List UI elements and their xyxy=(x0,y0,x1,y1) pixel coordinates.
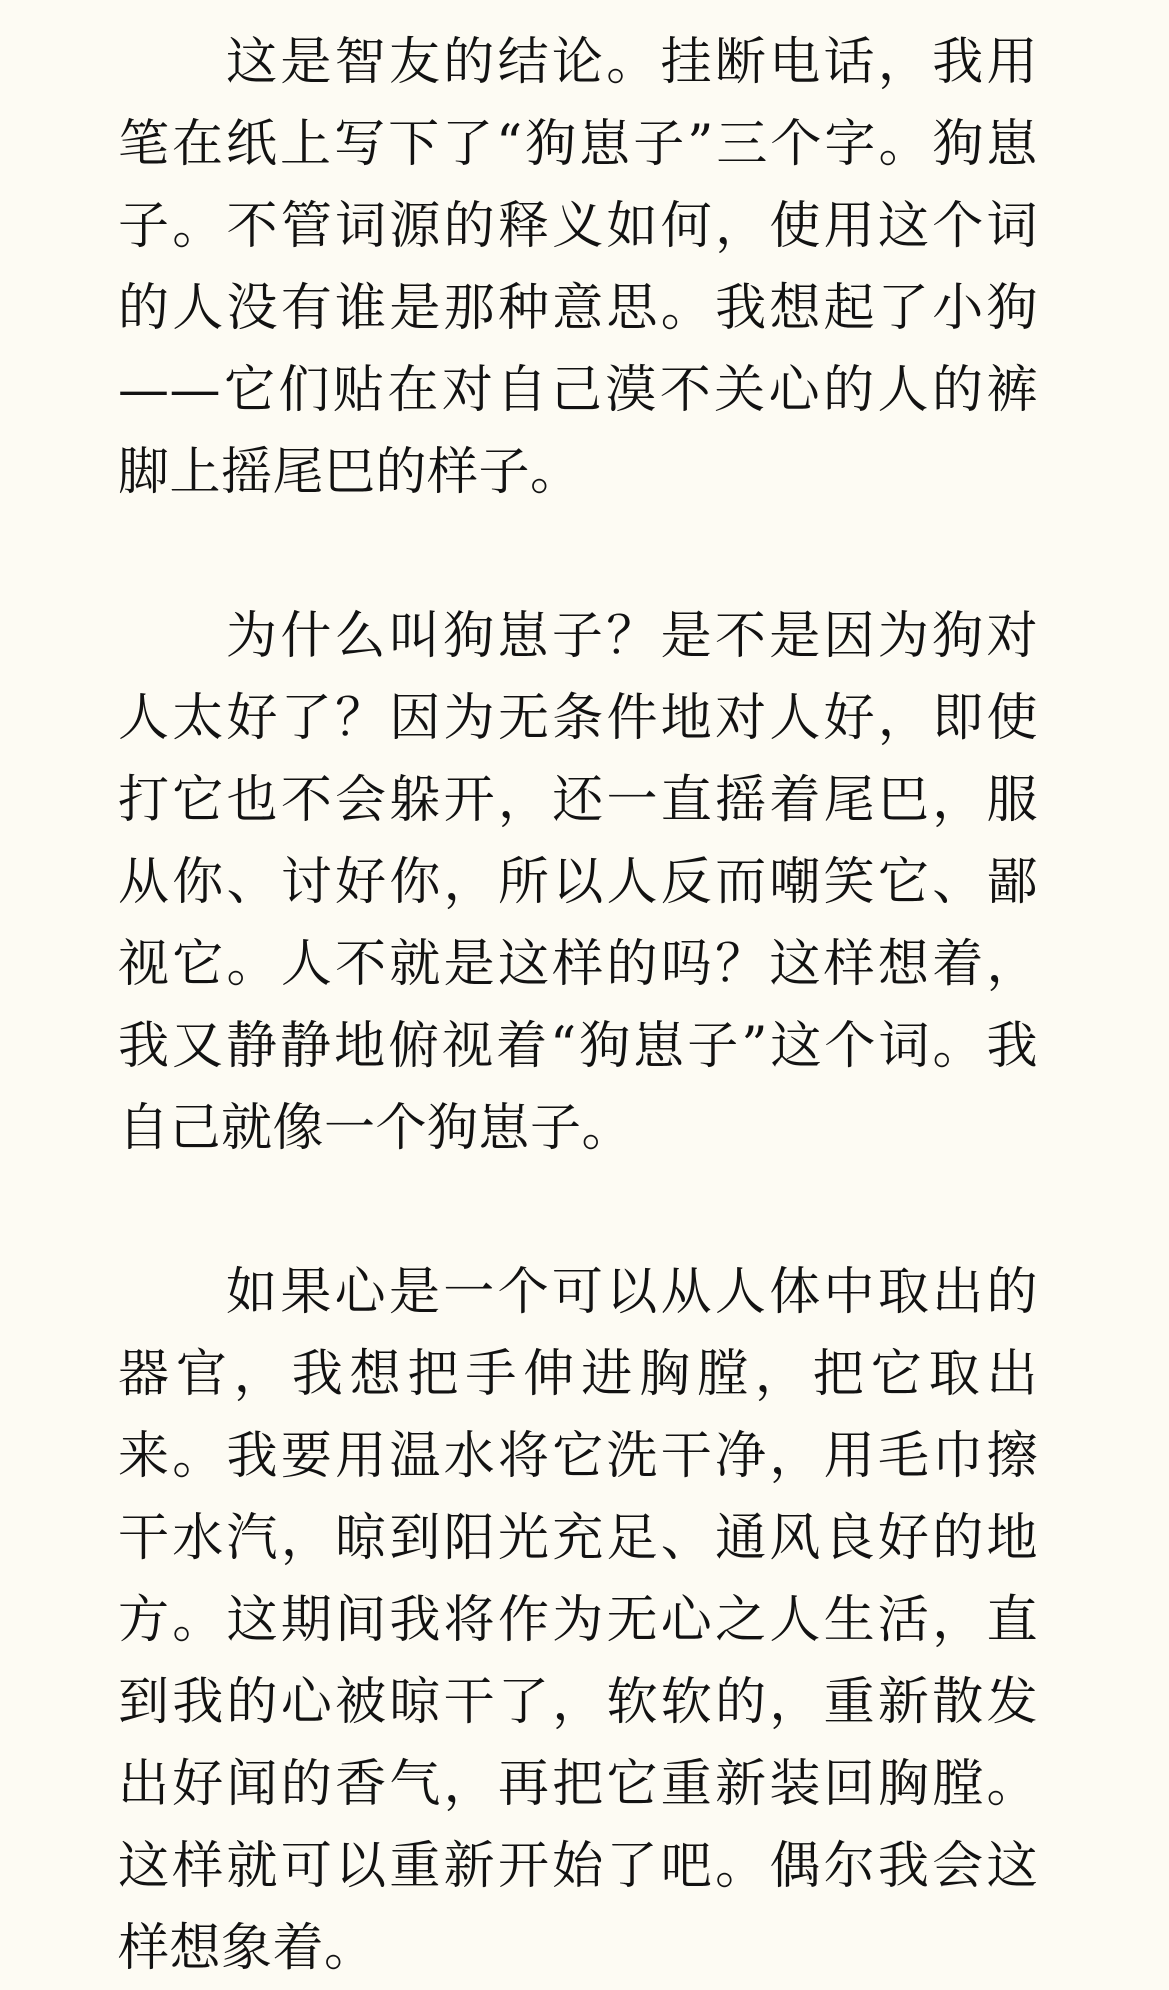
reading-page xyxy=(118,22,1038,1990)
paragraph-3 xyxy=(118,1252,1038,1990)
text-line: 笔在纸上写下了“狗崽子”三个字。狗崽 xyxy=(118,115,1038,174)
text-line: 脚上摇尾巴的样子。 xyxy=(118,443,582,502)
text-line: 到我的心被晾干了，软软的，重新散发 xyxy=(118,1673,1038,1732)
paragraph-2 xyxy=(118,596,1038,1170)
text-line: 我又静静地俯视着“狗崽子”这个词。我 xyxy=(118,1017,1038,1076)
text-line: 如果心是一个可以从人体中取出的 xyxy=(226,1263,1038,1322)
text-line: 自己就像一个狗崽子。 xyxy=(118,1099,634,1158)
text-line: 干水汽，晾到阳光充足、通风良好的地 xyxy=(118,1509,1038,1568)
text-line: 器官，我想把手伸进胸膛，把它取出 xyxy=(118,1345,1038,1404)
text-line: 子。不管词源的释义如何，使用这个词 xyxy=(118,197,1038,256)
text-line: 人太好了？因为无条件地对人好，即使 xyxy=(118,689,1038,748)
text-line: 出好闻的香气，再把它重新装回胸膛。 xyxy=(118,1755,1038,1814)
paragraph-1 xyxy=(118,22,1038,514)
text-line: 这样就可以重新开始了吧。偶尔我会这 xyxy=(118,1837,1038,1896)
text-line: ——它们贴在对自己漠不关心的人的裤 xyxy=(118,361,1038,420)
text-line: 视它。人不就是这样的吗？这样想着， xyxy=(118,935,1038,994)
text-line: 从你、讨好你，所以人反而嘲笑它、鄙 xyxy=(118,853,1038,912)
text-line: 为什么叫狗崽子？是不是因为狗对 xyxy=(226,607,1038,666)
text-line: 来。我要用温水将它洗干净，用毛巾擦 xyxy=(118,1427,1038,1486)
text-line: 打它也不会躲开，还一直摇着尾巴，服 xyxy=(118,771,1038,830)
text-line: 样想象着。 xyxy=(118,1919,376,1978)
text-line: 的人没有谁是那种意思。我想起了小狗 xyxy=(118,279,1038,338)
text-line: 这是智友的结论。挂断电话，我用 xyxy=(226,33,1038,92)
text-line: 方。这期间我将作为无心之人生活，直 xyxy=(118,1591,1038,1650)
